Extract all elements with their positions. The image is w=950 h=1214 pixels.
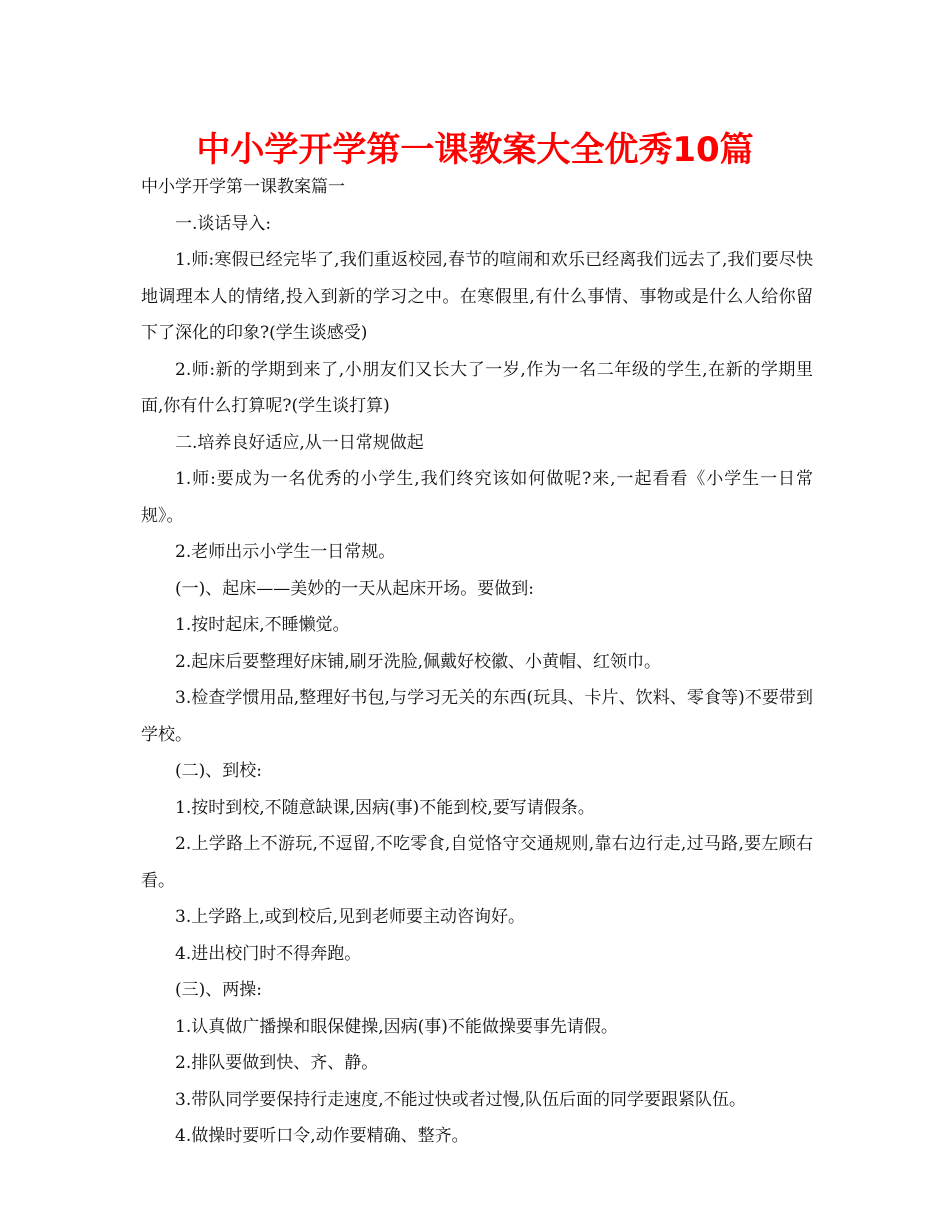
paragraph-10: 3.检查学惯用品,整理好书包,与学习无关的东西(玩具、卡片、饮料、零食等)不要带到学校。	[141, 688, 813, 745]
paragraph-12: 1.按时到校,不随意缺课,因病(事)不能到校,要写请假条。	[175, 797, 595, 818]
paragraph-8: 1.按时起床,不睡懒觉。	[175, 615, 350, 635]
paragraph-15: 4.进出校门时不得奔跑。	[175, 943, 362, 964]
paragraph-11: (二)、到校:	[175, 761, 262, 781]
paragraph-13: 2.上学路上不游玩,不逗留,不吃零食,自觉恪守交通规则,靠右边行走,过马路,要左顾右看。	[141, 834, 813, 891]
document-title: 中小学开学第一课教案大全优秀10篇	[196, 130, 754, 170]
paragraph-5: 1.师:要成为一名优秀的小学生,我们终究该如何做呢?来,一起看看《小学生一日常规》。	[141, 469, 813, 526]
paragraph-0: 中小学开学第一课教案篇一	[141, 177, 345, 197]
paragraph-18: 2.排队要做到快、齐、静。	[175, 1053, 379, 1073]
paragraph-19: 3.带队同学要保持行走速度,不能过快或者过慢,队伍后面的同学要跟紧队伍。	[175, 1089, 747, 1110]
paragraph-7: (一)、起床——美妙的一天从起床开场。要做到:	[175, 578, 534, 599]
paragraph-2: 1.师:寒假已经完毕了,我们重返校园,春节的喧闹和欢乐已经离我们远去了,我们要尽快地调理本人的情绪,投入到新的学习之中。在寒假里,有什么事情、事物或是什么人给你留下了深化的印象?(学生谈感受)	[141, 250, 813, 343]
paragraph-14: 3.上学路上,或到校后,见到老师要主动咨询好。	[175, 907, 526, 927]
paragraph-16: (三)、两操:	[175, 980, 262, 1000]
paragraph-17: 1.认真做广播操和眼保健操,因病(事)不能做操要事先请假。	[175, 1016, 618, 1037]
paragraph-9: 2.起床后要整理好床铺,刷牙洗脸,佩戴好校徽、小黄帽、红领巾。	[175, 651, 662, 672]
paragraph-3: 2.师:新的学期到来了,小朋友们又长大了一岁,作为一名二年级的学生,在新的学期里面,你有什么打算呢?(学生谈打算)	[141, 359, 813, 416]
paragraph-1: 一.谈话导入:	[175, 213, 272, 234]
paragraph-20: 4.做操时要听口令,动作要精确、整齐。	[175, 1126, 469, 1146]
paragraph-4: 二.培养良好适应,从一日常规做起	[175, 432, 424, 453]
paragraph-6: 2.老师出示小学生一日常规。	[175, 542, 396, 562]
document-body	[141, 169, 813, 1155]
